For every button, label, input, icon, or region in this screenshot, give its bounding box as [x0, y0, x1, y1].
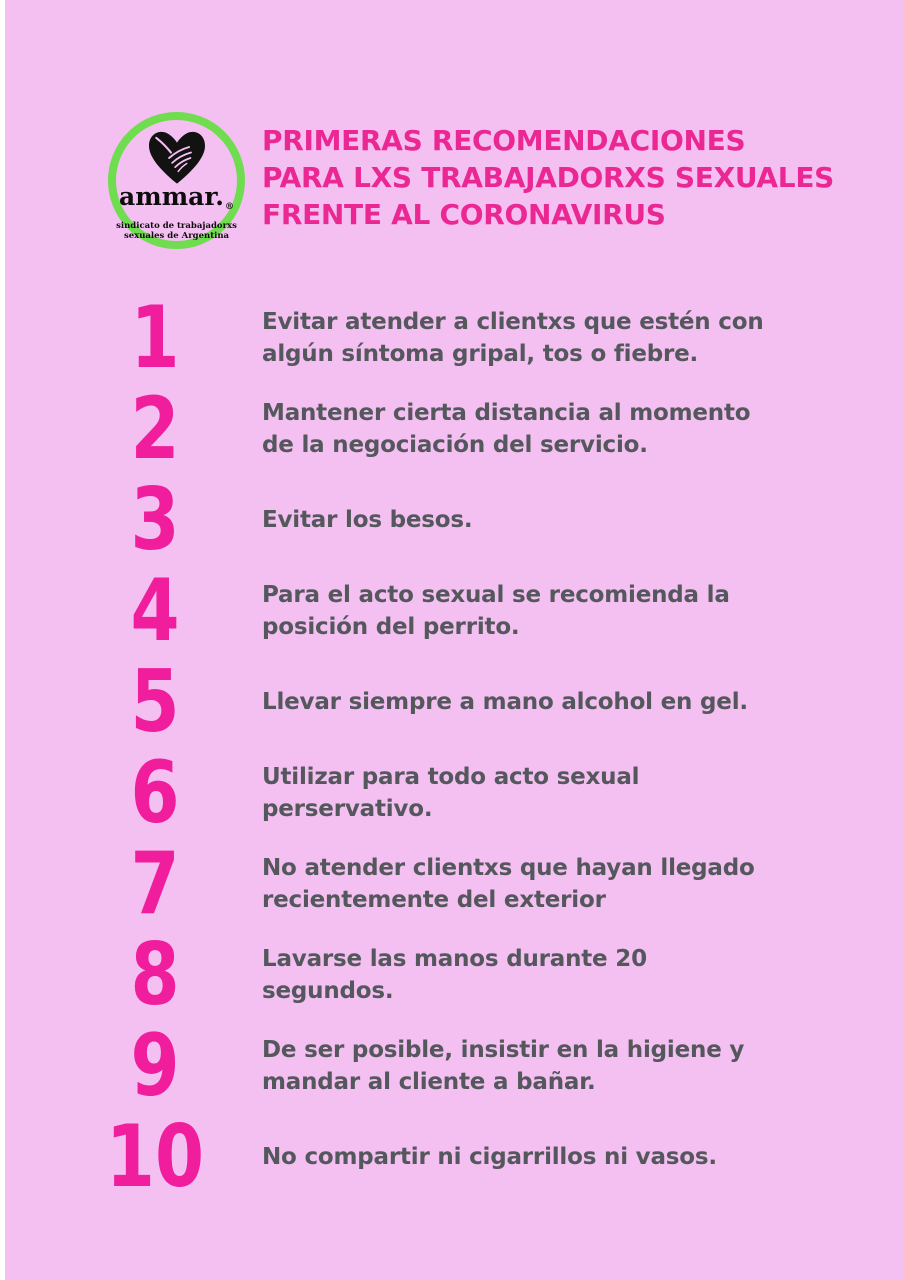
recommendation-item-4 [75, 560, 870, 661]
item-text [235, 306, 764, 370]
title-line-2: PARA LXS TRABAJADORXS SEXUALES [262, 161, 835, 194]
item-number: 3 [130, 469, 180, 570]
logo-subtitle-line2: sexuales de Argentina [123, 231, 230, 241]
item-number: 6 [130, 742, 180, 843]
item-text-line: No compartir ni cigarrillos ni vasos. [262, 1143, 717, 1170]
item-text [235, 397, 750, 461]
item-text-line: Mantener cierta distancia al momento [262, 399, 751, 426]
logo-subtitle-line1: sindicato de trabajadorxs [116, 221, 237, 231]
recommendation-item-7 [75, 833, 870, 934]
item-number: 5 [130, 651, 180, 752]
item-text [235, 579, 730, 643]
item-text-line: Evitar atender a clientxs que estén con [262, 308, 764, 335]
item-text-line: perservativo. [262, 795, 433, 822]
recommendation-item-3 [75, 469, 870, 570]
item-text-line: Evitar los besos. [262, 506, 473, 533]
item-text [235, 504, 472, 536]
item-number: 4 [130, 560, 180, 661]
item-text-line: Para el acto sexual se recomienda la [262, 581, 730, 608]
item-text-line: recientemente del exterior [262, 886, 606, 913]
item-number: 7 [130, 833, 180, 934]
item-number: 9 [130, 1015, 180, 1116]
item-number: 1 [130, 287, 180, 388]
item-number: 10 [105, 1106, 205, 1207]
poster-title [262, 122, 862, 233]
recommendation-item-5 [75, 651, 870, 752]
item-text-line: de la negociación del servicio. [262, 431, 648, 458]
logo-wordmark-text: ammar. [119, 182, 224, 211]
recommendation-item-2 [75, 378, 870, 479]
item-text-line: No atender clientxs que hayan llegado [262, 854, 755, 881]
item-text-line: Utilizar para todo acto sexual [262, 763, 640, 790]
logo-wordmark [119, 182, 234, 218]
item-text [235, 852, 755, 916]
item-text-line: De ser posible, insistir en la higiene y [262, 1036, 745, 1063]
item-text [235, 761, 639, 825]
recommendation-item-10 [75, 1106, 870, 1207]
item-text-line: posición del perrito. [262, 613, 520, 640]
ammar-logo [108, 112, 245, 249]
item-text-line: Llevar siempre a mano alcohol en gel. [262, 688, 748, 715]
item-text-line: mandar al cliente a bañar. [262, 1068, 596, 1095]
title-line-1: PRIMERAS RECOMENDACIONES [262, 124, 746, 157]
item-text [235, 1034, 744, 1098]
recommendations-list [75, 287, 870, 1207]
registered-mark: ® [224, 202, 234, 212]
item-text-line: algún síntoma gripal, tos o fiebre. [262, 340, 699, 367]
item-text [235, 686, 748, 718]
handshake-heart-icon [144, 130, 210, 186]
recommendation-item-6 [75, 742, 870, 843]
item-text [235, 1141, 717, 1173]
recommendation-item-1 [75, 287, 870, 388]
item-number: 8 [130, 924, 180, 1025]
recommendation-item-8 [75, 924, 870, 1025]
recommendation-item-9 [75, 1015, 870, 1116]
title-line-3: FRENTE AL CORONAVIRUS [262, 198, 666, 231]
item-text-line: Lavarse las manos durante 20 [262, 945, 647, 972]
item-number: 2 [130, 378, 180, 479]
item-text [235, 943, 647, 1007]
item-text-line: segundos. [262, 977, 394, 1004]
